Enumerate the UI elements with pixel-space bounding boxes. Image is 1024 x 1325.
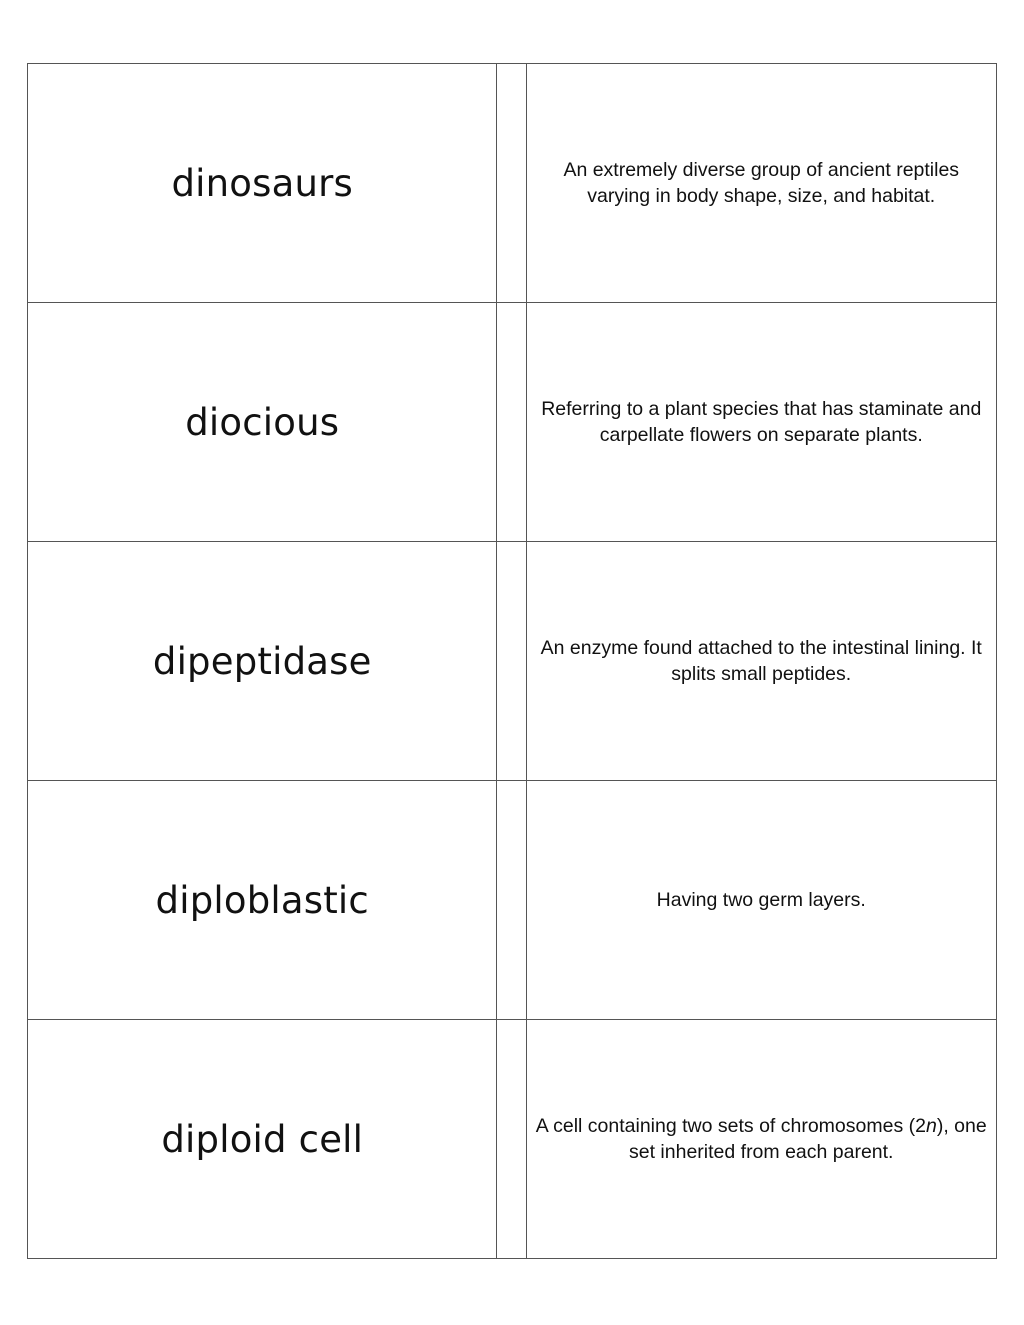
card-definition: [526, 542, 997, 781]
fold-gutter: [497, 64, 526, 303]
definition-text-after: ), one set inherited from each parent.: [629, 1115, 987, 1163]
card-definition-text: An enzyme found attached to the intestinal lining. It splits small peptides.: [540, 637, 982, 685]
flashcard-row: [28, 303, 997, 542]
definition-text-italic: n: [925, 1115, 937, 1137]
fold-gutter: [497, 1020, 526, 1259]
card-definition-text: [533, 1113, 989, 1165]
card-term: dinosaurs: [28, 64, 497, 303]
flashcard-row: [28, 64, 997, 303]
flashcard-row: [28, 781, 997, 1020]
card-term: diploblastic: [28, 781, 497, 1020]
flashcard-row: [28, 542, 997, 781]
card-definition-text: Having two germ layers.: [656, 889, 866, 911]
card-definition: [526, 303, 997, 542]
card-definition-text: An extremely diverse group of ancient reptiles varying in body shape, size, and habitat.: [563, 159, 960, 207]
card-term: diploid cell: [28, 1020, 497, 1259]
flashcard-row: [28, 1020, 997, 1259]
flashcard-sheet: [27, 63, 997, 1259]
card-definition: [526, 1020, 997, 1259]
card-definition-text: Referring to a plant species that has staminate and carpellate flowers on separate plants.: [541, 398, 982, 446]
card-definition: [526, 781, 997, 1020]
definition-text-before: A cell containing two sets of chromosomes (2: [535, 1115, 926, 1137]
fold-gutter: [497, 542, 526, 781]
card-definition: [526, 64, 997, 303]
fold-gutter: [497, 781, 526, 1020]
card-term: diocious: [28, 303, 497, 542]
card-term: dipeptidase: [28, 542, 497, 781]
fold-gutter: [497, 303, 526, 542]
